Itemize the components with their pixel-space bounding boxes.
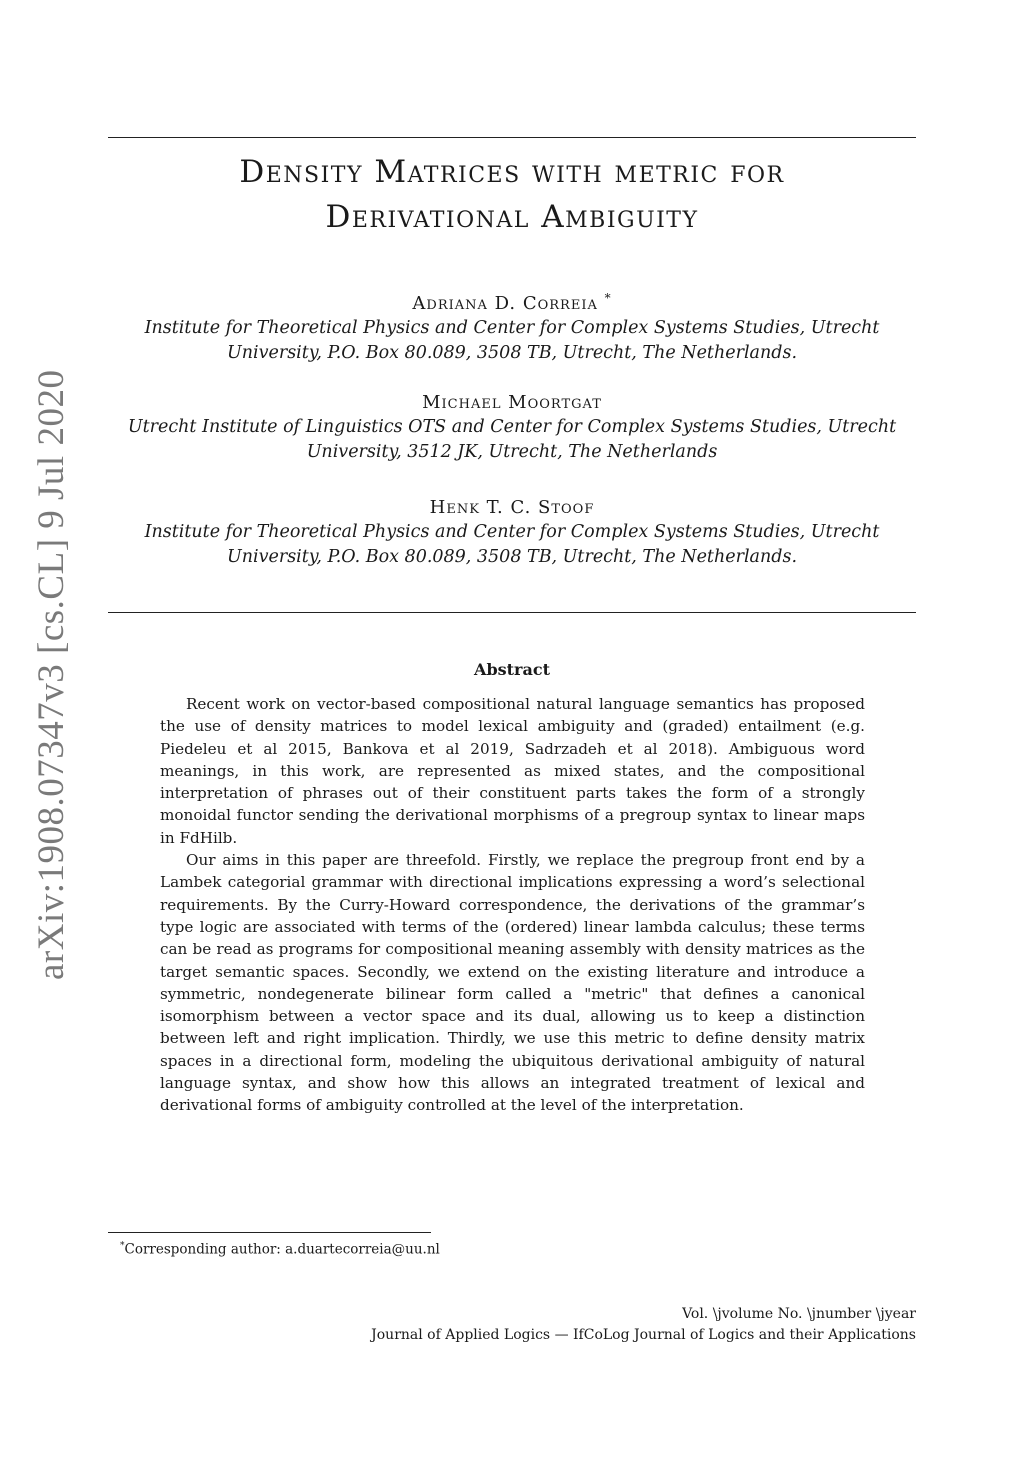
- paper-title: [108, 150, 916, 240]
- author-affiliation-line-2: University, P.O. Box 80.089, 3508 TB, Utrecht, The Netherlands.: [226, 547, 798, 567]
- title-line-2: Derivational Ambiguity: [325, 199, 699, 235]
- author-affiliation-line-1: Institute for Theoretical Physics and Center for Complex Systems Studies, Utrecht: [144, 522, 880, 542]
- author-block-stoof: [108, 496, 916, 570]
- journal-volume-line: Vol. \jvolume No. \jnumber \jyear: [682, 1306, 916, 1322]
- author-affiliation-line-1: Institute for Theoretical Physics and Center for Complex Systems Studies, Utrecht: [144, 318, 880, 338]
- author-name: Michael Moortgat: [422, 392, 602, 413]
- abstract-body: [160, 693, 865, 1117]
- author-affiliation-line-2: University, P.O. Box 80.089, 3508 TB, Utrecht, The Netherlands.: [226, 343, 798, 363]
- journal-name-line: Journal of Applied Logics — IfCoLog Journal of Logics and their Applications: [371, 1327, 916, 1343]
- author-name-text: Adriana D. Correia: [412, 293, 598, 314]
- title-line-1: Density Matrices with metric for: [239, 154, 785, 190]
- footnote-marker: *: [120, 1241, 125, 1251]
- author-affiliation-line-1: Utrecht Institute of Linguistics OTS and Center for Complex Systems Studies, Utrecht: [127, 417, 897, 437]
- abstract-heading: Abstract: [474, 660, 550, 679]
- arxiv-stamp: arXiv:1908.07347v3 [cs.CL] 9 Jul 2020: [31, 369, 72, 980]
- corresponding-author-marker: *: [604, 291, 612, 305]
- abstract-paragraph-2: Our aims in this paper are threefold. Firstly, we replace the pregroup front end by a Lambek categorial grammar with directional implications expressing a word’s selectional requirements. By the Curry-Howard correspondence, the derivations of the grammar’s type logic are associated with terms of the (ordered) linear lambda calculus; these terms can be read as programs for compositional meaning assembly with density matrices as the target semantic spaces. Secondly, we extend on the existing literature and introduce a symmetric, nondegenerate bilinear form called a "metric" that defines a canonical isomorphism between a vector space and its dual, allowing us to keep a distinction between left and right implication. Thirdly, we use this metric to define density matrix spaces in a directional form, modeling the ubiquitous derivational ambiguity of natural language syntax, and show how this allows an integrated treatment of lexical and derivational forms of ambiguity controlled at the level of the interpretation.: [160, 851, 865, 1115]
- title-bottom-rule: [108, 612, 916, 613]
- author-name: Henk T. C. Stoof: [429, 497, 595, 518]
- author-name: [108, 286, 916, 316]
- footnote: [120, 1237, 440, 1259]
- title-top-rule: [108, 137, 916, 138]
- author-affiliation-line-2: University, 3512 JK, Utrecht, The Netherlands: [306, 442, 718, 462]
- abstract-paragraph-1: Recent work on vector-based compositional natural language semantics has proposed the use of density matrices to model lexical ambiguity and (graded) entailment (e.g. Piedeleu et al 2015, Bankova et al 2019, Sadrzadeh et al 2018). Ambiguous word meanings, in this work, are represented as mixed states, and the compositional interpretation of phrases out of their constituent parts takes the form of a strongly monoidal functor sending the derivational morphisms of a pregroup syntax to linear maps in FdHilb.: [160, 695, 865, 847]
- footnote-rule: [108, 1232, 431, 1233]
- author-block-correia: [108, 286, 916, 366]
- author-block-moortgat: [108, 391, 916, 465]
- footnote-text: Corresponding author: a.duartecorreia@uu.nl: [124, 1241, 440, 1258]
- journal-info: [371, 1304, 916, 1346]
